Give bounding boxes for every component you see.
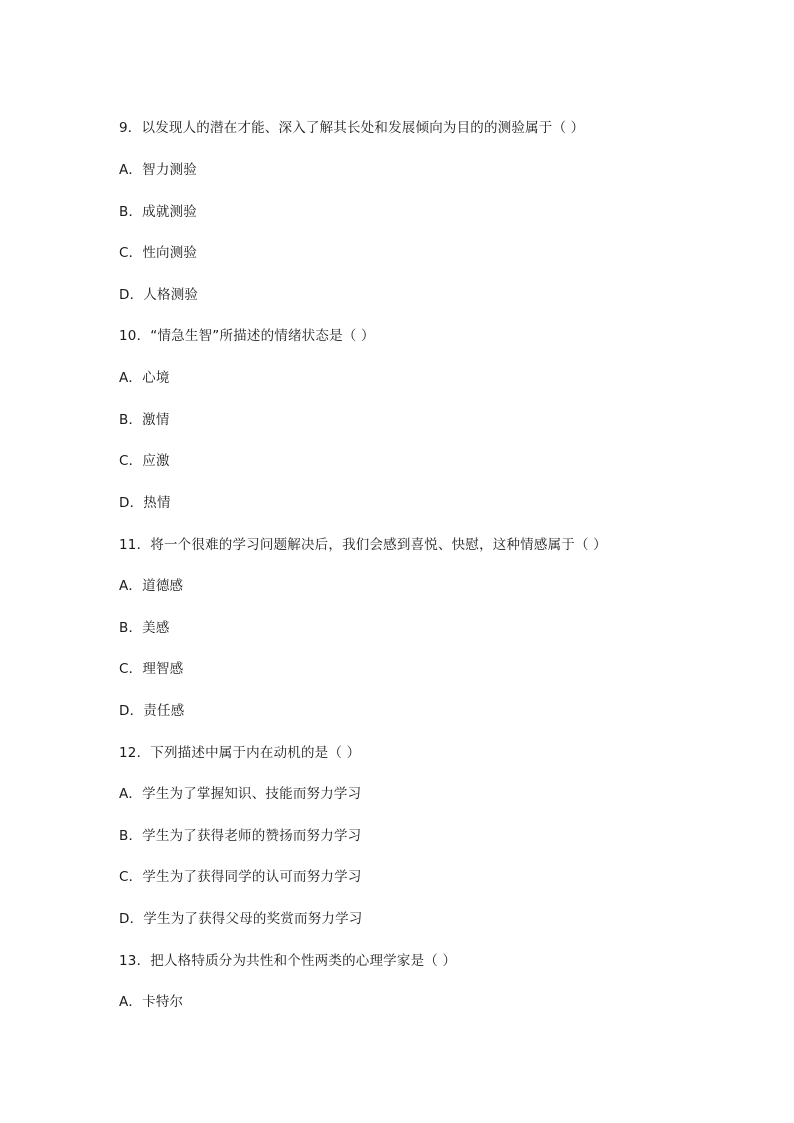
- option-b: B．激情: [119, 412, 170, 428]
- option-c: C．学生为了获得同学的认可而努力学习: [119, 869, 362, 885]
- option-c: C．应激: [119, 453, 170, 469]
- question-stem: 9．以发现人的潜在才能、深入了解其长处和发展倾向为目的的测验属于（ ）: [119, 120, 585, 136]
- question-stem: 10．“情急生智”所描述的情绪状态是（ ）: [119, 328, 375, 344]
- option-d: D．责任感: [119, 703, 185, 719]
- option-a: A．智力测验: [119, 162, 197, 178]
- option-b: B．成就测验: [119, 204, 197, 220]
- option-d: D．学生为了获得父母的奖赏而努力学习: [119, 911, 363, 927]
- option-a: A．道德感: [119, 578, 184, 594]
- option-a: A．心境: [119, 370, 170, 386]
- option-d: D．热情: [119, 495, 171, 511]
- question-stem: 11．将一个很难的学习问题解决后，我们会感到喜悦、快慰，这种情感属于（ ）: [119, 537, 607, 553]
- option-b: B．学生为了获得老师的赞扬而努力学习: [119, 828, 362, 844]
- option-d: D．人格测验: [119, 287, 199, 303]
- question-stem: 12．下列描述中属于内在动机的是（ ）: [119, 745, 361, 761]
- question-stem: 13．把人格特质分为共性和个性两类的心理学家是（ ）: [119, 953, 457, 969]
- option-b: B．美感: [119, 620, 170, 636]
- option-c: C．理智感: [119, 661, 184, 677]
- option-c: C．性向测验: [119, 245, 198, 261]
- option-a: A．卡特尔: [119, 994, 184, 1010]
- option-a: A．学生为了掌握知识、技能而努力学习: [119, 786, 362, 802]
